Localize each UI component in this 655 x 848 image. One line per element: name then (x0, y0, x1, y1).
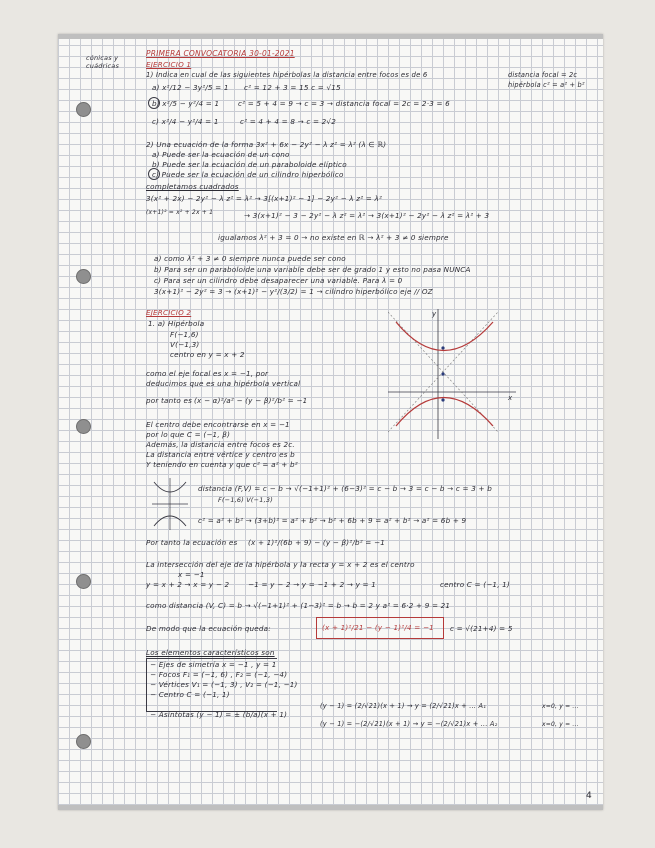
ex2-element-foci: − Focos F₁ = (−1, 6) , F₂ = (−1, −4) (150, 670, 288, 679)
ex2-final-equation-label: De modo que la ecuación queda: (146, 624, 271, 633)
exercise-2-title: EJERCICIO 2 (146, 308, 192, 317)
ex2-c-relation: c² = a² + b² → (3+b)² = a² + b² → b² + 6b + 9 = a² + b² → a² = 6b + 9 (198, 516, 467, 525)
ex1-q2-option-b: b) Puede ser la ecuación de un paraboloide elíptico (152, 160, 347, 169)
page-title: PRIMERA CONVOCATORIA 30-01-2021 (146, 49, 295, 58)
hyperbola-graph (388, 304, 518, 444)
ex2-asymptote-2: (y − 1) = −(2/√21)(x + 1) → y = −(2/√21)x + ... A₂ (320, 720, 498, 728)
ex2-element-axes: − Ejes de simetría x = −1 , y = 1 (150, 660, 277, 669)
ex2-intersection-4: −1 = y − 2 → y = −1 + 2 → y = 1 (248, 580, 377, 589)
ex1-answer-b: b) Para ser un paraboloide una variable debe ser de grado 1 y esto no pasa NUNCA (154, 265, 471, 274)
ex2-equation-form: (x − α)²/a² − (y − β)²/b² = −1 (194, 396, 308, 405)
ex2-intersection-2: x = −1 (178, 570, 205, 579)
ex1-q2-option-a: a) Puede ser la ecuación de un cono (152, 150, 290, 159)
graph-point (441, 398, 444, 401)
ex2-center-line: centro en y = x + 2 (170, 350, 245, 359)
ex1-answer-c: c) Para ser un cilindro debe desaparecer una variable. Para λ = 0 (154, 276, 403, 285)
ex1-option-b-calc: c² = 5 + 4 = 9 → c = 3 → distancia focal = 2c = 2·3 = 6 (238, 99, 450, 108)
margin-note: cónicas y cuádricas (86, 54, 120, 70)
ex2-axis-line-1: como el eje focal es x = −1, por (146, 369, 269, 378)
ex2-question: 1. a) Hipérbola (148, 319, 205, 328)
binder-hole (76, 269, 91, 284)
ex2-equation: (x + 1)²/(6b + 9) − (y − β)²/b² = −1 (248, 538, 386, 547)
ex2-distance-note-2: La distancia entre vértice y centro es b (146, 450, 295, 459)
ex2-asymptote-2-note: x=0, y = ... (542, 721, 579, 728)
ex2-distance-note-1: Además, la distancia entre focos es 2c. (146, 440, 295, 449)
page-number: 4 (586, 791, 592, 801)
ex2-equation-label: Por tanto la ecuación es (146, 538, 238, 547)
graph-point (441, 346, 444, 349)
completing-squares-label: completamos cuadrados (146, 182, 239, 191)
ex1-option-b-equation: b) x²/5 − y²/4 = 1 (152, 99, 220, 108)
ex2-vertex: V(−1,3) (170, 340, 200, 349)
ex1-q2-option-c: c) Puede ser la ecuación de un cilindro hiperbólico (152, 170, 344, 179)
completing-squares-step-3: igualamos λ² + 3 = 0 → no existe en ℝ → λ² + 3 ≠ 0 siempre (218, 233, 449, 242)
hyperbola-upper-branch (396, 322, 493, 351)
ex2-c-value: c = √(21+4) = 5 (450, 624, 513, 633)
ex2-intersection-1: La intersección del eje de la hipérbola y la recta y = x + 2 es el centro (146, 560, 415, 569)
ex1-answer-c-detail: 3(x+1)² − 2y² = 3 → (x+1)² − y²/(3/2) = 1 → cilindro hiperbólico eje // OZ (154, 287, 433, 296)
ex1-option-a-equation: a) x²/12 − 3y²/5 = 1 (152, 83, 229, 92)
ex2-fv-values: F(−1,6) V(−1,3) (218, 496, 273, 504)
ex2-vertex-center-distance: como distancia (V, C) = b → √(−1+1)² + (1−3)² = b → b = 2 y a² = 6·2 + 9 = 21 (146, 601, 451, 610)
graph-y-label: y (432, 310, 437, 318)
ex2-distance-calc: distancia (F,V) = c − b → √(−1+1)² + (6−3)² = c − b → 3 = c − b → c = 3 + b (198, 484, 492, 493)
ex1-focal-note: distancia focal = 2c (508, 71, 578, 79)
ex2-center-note-1: El centro debe encontrarse en x = −1 (146, 420, 290, 429)
ex1-question-2: 2) Una ecuación de la forma 3x² + 6x − 2y² − λ z² = λ² (λ ∈ ℝ) (146, 140, 387, 149)
notebook-page (58, 34, 603, 810)
ex2-axis-line-2: deducimos que es una hipérbola vertical (146, 379, 301, 388)
graph-point (441, 372, 444, 375)
exercise-1-title: EJERCICIO 1 (146, 60, 192, 69)
ex1-option-c-equation: c) x²/4 − y²/4 = 1 (152, 117, 219, 126)
binder-hole (76, 574, 91, 589)
ex1-hyperbola-relation: hipérbola c² = a² + b² (508, 81, 585, 89)
completing-squares-step-2: → 3(x+1)² − 3 − 2y² − λ z² = λ² → 3(x+1)² − 2y² − λ z² = λ² + 3 (244, 211, 490, 220)
top-edge (58, 34, 603, 39)
binder-hole (76, 102, 91, 117)
ex1-option-c-calc: c² = 4 + 4 = 8 → c = 2√2 (240, 117, 336, 126)
small-hyperbola-sketch (150, 476, 190, 532)
ex2-element-vertices: − Vértices V₁ = (−1, 3) , V₂ = (−1, −1) (150, 680, 298, 689)
ex2-center-note-2: por lo que C = (−1, β) (146, 430, 231, 439)
completing-squares-step-1: 3(x² + 2x) − 2y² − λ z² = λ² → 3[(x+1)² − 1] − 2y² − λ z² = λ² (146, 194, 383, 203)
ex2-center-result: centro C = (−1, 1) (440, 580, 510, 589)
binder-hole (76, 419, 91, 434)
ex2-asymptote-1-note: x=0, y = ... (542, 703, 579, 710)
binder-hole (76, 734, 91, 749)
hyperbola-lower-branch (396, 398, 493, 427)
ex2-distance-note-3: Y teniendo en cuenta y que c² = a² + b² (146, 460, 298, 469)
ex2-intersection-3: y = x + 2 → x = y − 2 (146, 580, 230, 589)
ex2-element-center: − Centro C = (−1, 1) (150, 690, 230, 699)
completing-squares-identity: (x+1)² = x² + 2x + 1 (146, 209, 214, 216)
selected-answer-circle (148, 97, 160, 109)
ex1-answer-a: a) como λ² + 3 ≠ 0 siempre nunca puede ser cono (154, 254, 346, 263)
ex2-axis-line-3: por tanto es (146, 396, 193, 405)
ex2-asymptote-1: (y − 1) = (2/√21)(x + 1) → y = (2/√21)x + ... A₁ (320, 702, 487, 710)
bottom-edge (58, 805, 603, 810)
ex1-question-1: 1) Indica en cual de las siguientes hipérbolas la distancia entre focos es de 6 (146, 71, 428, 79)
ex2-final-equation: (x + 1)²/21 − (y − 1)²/4 = −1 (322, 623, 434, 632)
ex2-focus: F(−1,6) (170, 330, 199, 339)
ex2-elements-title: Los elementos característicos son (146, 648, 275, 657)
graph-x-label: x (508, 394, 513, 402)
ex2-element-asymptotes: − Asíntotas (y − 1) = ± (b/a)(x + 1) (150, 710, 288, 719)
ex1-option-a-calc: c² = 12 + 3 = 15 c = √15 (244, 83, 341, 92)
selected-answer-circle (148, 168, 160, 180)
